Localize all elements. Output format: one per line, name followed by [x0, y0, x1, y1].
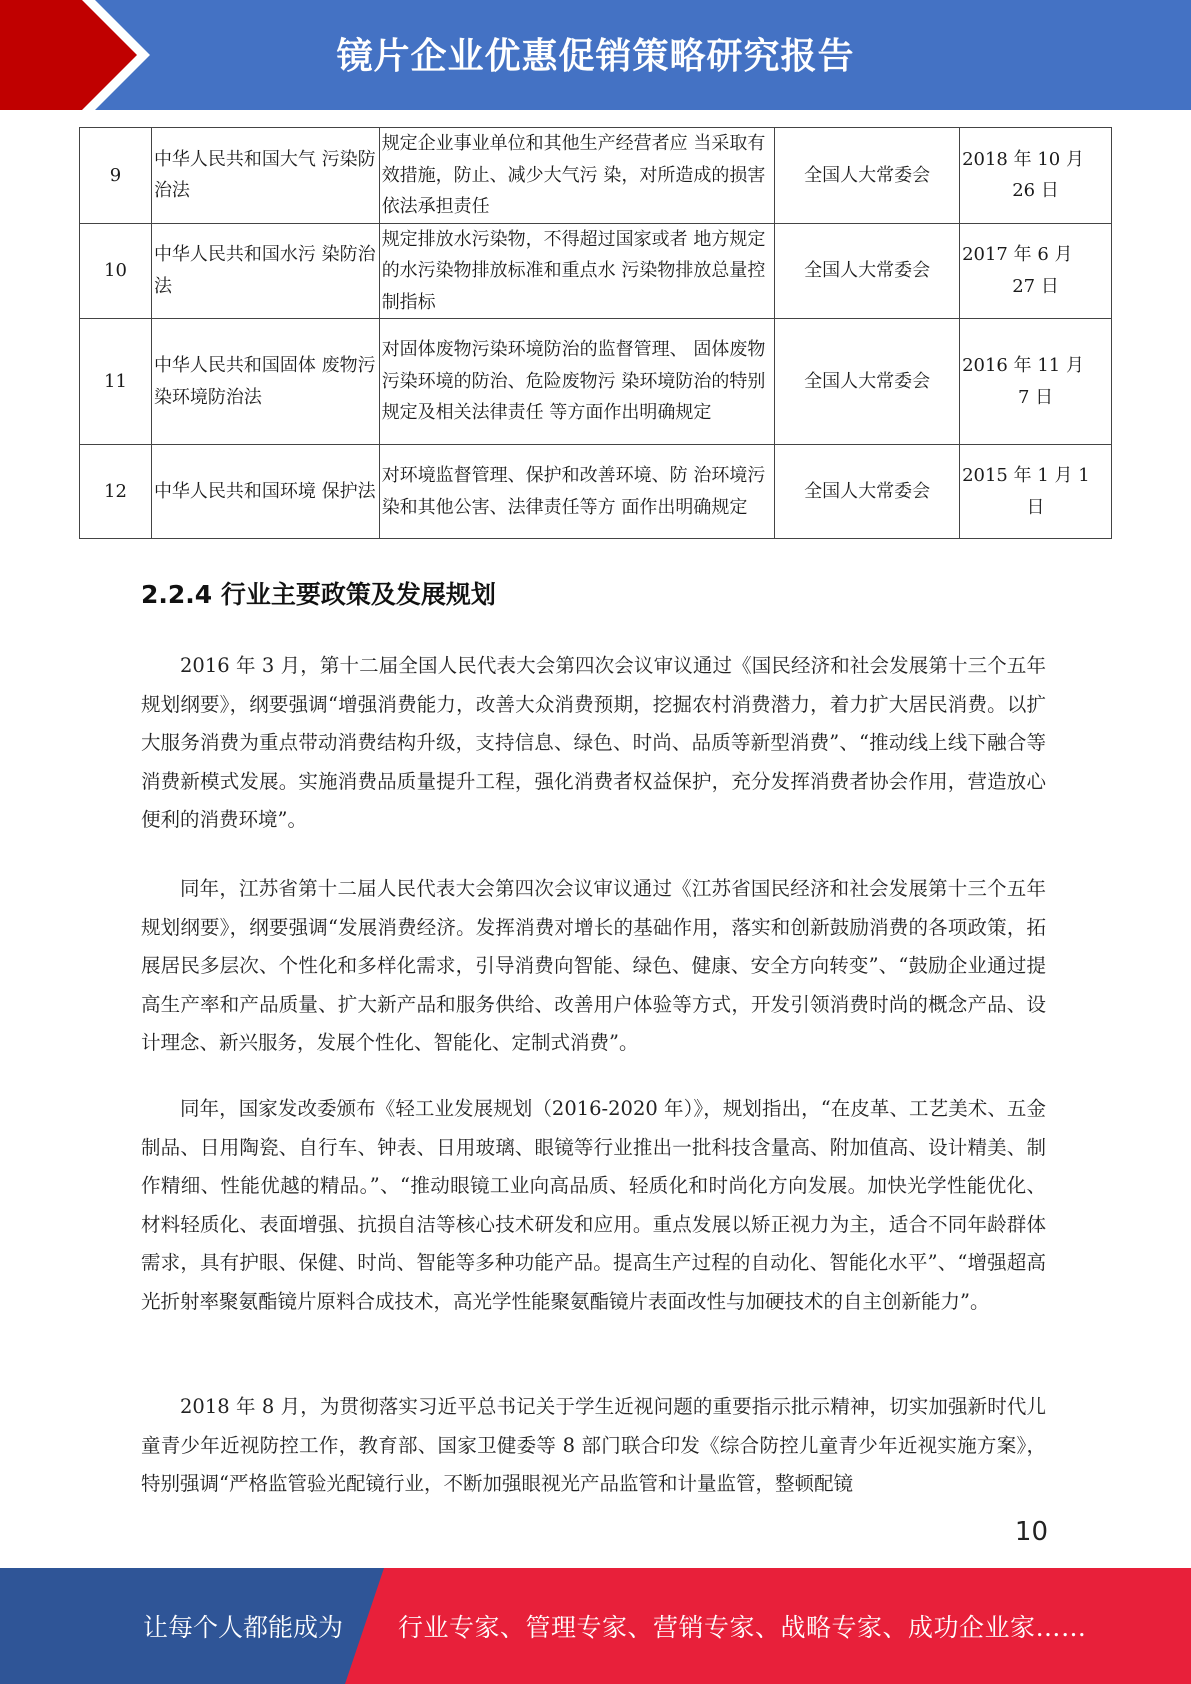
- body-paragraph: 同年，江苏省第十二届人民代表大会第四次会议审议通过《江苏省国民经济和社会发展第十三个五年规划纲要》，纲要强调“发展消费经济。发挥消费对增长的基础作用，落实和创新鼓励消费的各项政策，拓展居民多层次、个性化和多样化需求，引导消费向智能、绿色、健康、安全方向转变”、“鼓励企业通过提高生产率和产品质量、扩大新产品和服务供给、改善用户体验等方式，开发引领消费时尚的概念产品、设计理念、新兴服务，发展个性化、智能化、定制式消费”。: [141, 877, 1046, 1054]
- body-paragraph: 同年，国家发改委颁布《轻工业发展规划（2016-2020 年）》，规划指出，“在皮革、工艺美术、五金制品、日用陶瓷、自行车、钟表、日用玻璃、眼镜等行业推出一批科技含量高、附加值高、设计精美、制作精细、性能优越的精品。”、“推动眼镜工业向高品质、轻质化和时尚化方向发展。加快光学性能优化、材料轻质化、表面增强、抗损自洁等核心技术研发和应用。重点发展以矫正视力为主，适合不同年龄群体需求，具有护眼、保健、时尚、智能等多种功能产品。提高生产过程的自动化、智能化水平”、“增强超高光折射率聚氨酯镜片原料合成技术，高光学性能聚氨酯镜片表面改性与加硬技术的自主创新能力”。: [141, 1097, 1046, 1313]
- effective-date: [960, 445, 1112, 539]
- date-line-1: 2017 年 6 月: [962, 244, 1073, 266]
- date-line-1: 2018 年 10 月: [962, 148, 1084, 170]
- issuing-body: 全国人大常委会: [775, 445, 960, 539]
- row-number: 9: [80, 128, 152, 224]
- date-line-2: 26 日: [1012, 180, 1059, 202]
- law-name: 中华人民共和国水污 染防治法: [151, 223, 379, 319]
- body-paragraph: 2018 年 8 月，为贯彻落实习近平总书记关于学生近视问题的重要指示批示精神，切实加强新时代儿童青少年近视防控工作，教育部、国家卫健委等 8 部门联合印发《综合防控儿童青少年近视实施方案》，特别强调“严格监管验光配镜行业，不断加强眼视光产品监管和计量监管，整顿配镜: [141, 1395, 1046, 1495]
- date-line-1: 2015 年 1 月 1: [962, 465, 1090, 486]
- row-number: 11: [80, 319, 152, 445]
- laws-table: [79, 127, 1112, 539]
- footer-slogan-left: 让每个人都能成为: [143, 1613, 344, 1642]
- effective-date: [960, 223, 1112, 319]
- date-line-2: 日: [1026, 496, 1045, 518]
- law-description: 对固体废物污染环境防治的监督管理、 固体废物污染环境的防治、危险废物污 染环境防治的特别规定及相关法律责任 等方面作出明确规定: [379, 319, 775, 445]
- table-row: [80, 128, 1112, 224]
- issuing-body: 全国人大常委会: [775, 128, 960, 224]
- table-row: [80, 319, 1112, 445]
- issuing-body: 全国人大常委会: [775, 319, 960, 445]
- body-paragraph: 2016 年 3 月，第十二届全国人民代表大会第四次会议审议通过《国民经济和社会发展第十三个五年规划纲要》，纲要强调“增强消费能力，改善大众消费预期，挖掘农村消费潜力，着力扩大居民消费。以扩大服务消费为重点带动消费结构升级，支持信息、绿色、时尚、品质等新型消费”、“推动线上线下融合等消费新模式发展。实施消费品质量提升工程，强化消费者权益保护，充分发挥消费者协会作用，营造放心便利的消费环境”。: [141, 654, 1046, 831]
- law-name: 中华人民共和国环境 保护法: [151, 445, 379, 539]
- section-heading: 2.2.4 行业主要政策及发展规划: [141, 580, 496, 609]
- date-line-2: 27 日: [1012, 275, 1059, 297]
- date-line-2: 7 日: [1017, 386, 1054, 408]
- page-header: [0, 0, 1191, 110]
- row-number: 12: [80, 445, 152, 539]
- effective-date: [960, 128, 1112, 224]
- date-line-1: 2016 年 11 月: [962, 355, 1084, 376]
- table-row: [80, 445, 1112, 539]
- row-number: 10: [80, 223, 152, 319]
- page-footer: [0, 1568, 1191, 1684]
- issuing-body: 全国人大常委会: [775, 223, 960, 319]
- law-name: 中华人民共和国大气 污染防治法: [151, 128, 379, 224]
- law-description: 对环境监督管理、保护和改善环境、防 治环境污染和其他公害、法律责任等方 面作出明确规定: [379, 445, 775, 539]
- footer-slogan-right: 行业专家、管理专家、营销专家、战略专家、成功企业家……: [398, 1613, 1087, 1642]
- table-row: [80, 223, 1112, 319]
- effective-date: [960, 319, 1112, 445]
- law-description: 规定排放水污染物，不得超过国家或者 地方规定的水污染物排放标准和重点水 污染物排放总量控制指标: [379, 223, 775, 319]
- law-description: 规定企业事业单位和其他生产经营者应 当采取有效措施，防止、减少大气污 染，对所造成的损害依法承担责任: [379, 128, 775, 224]
- page-number: 10: [1014, 1517, 1048, 1547]
- law-name: 中华人民共和国固体 废物污染环境防治法: [151, 319, 379, 445]
- report-title: 镜片企业优惠促销策略研究报告: [336, 36, 855, 77]
